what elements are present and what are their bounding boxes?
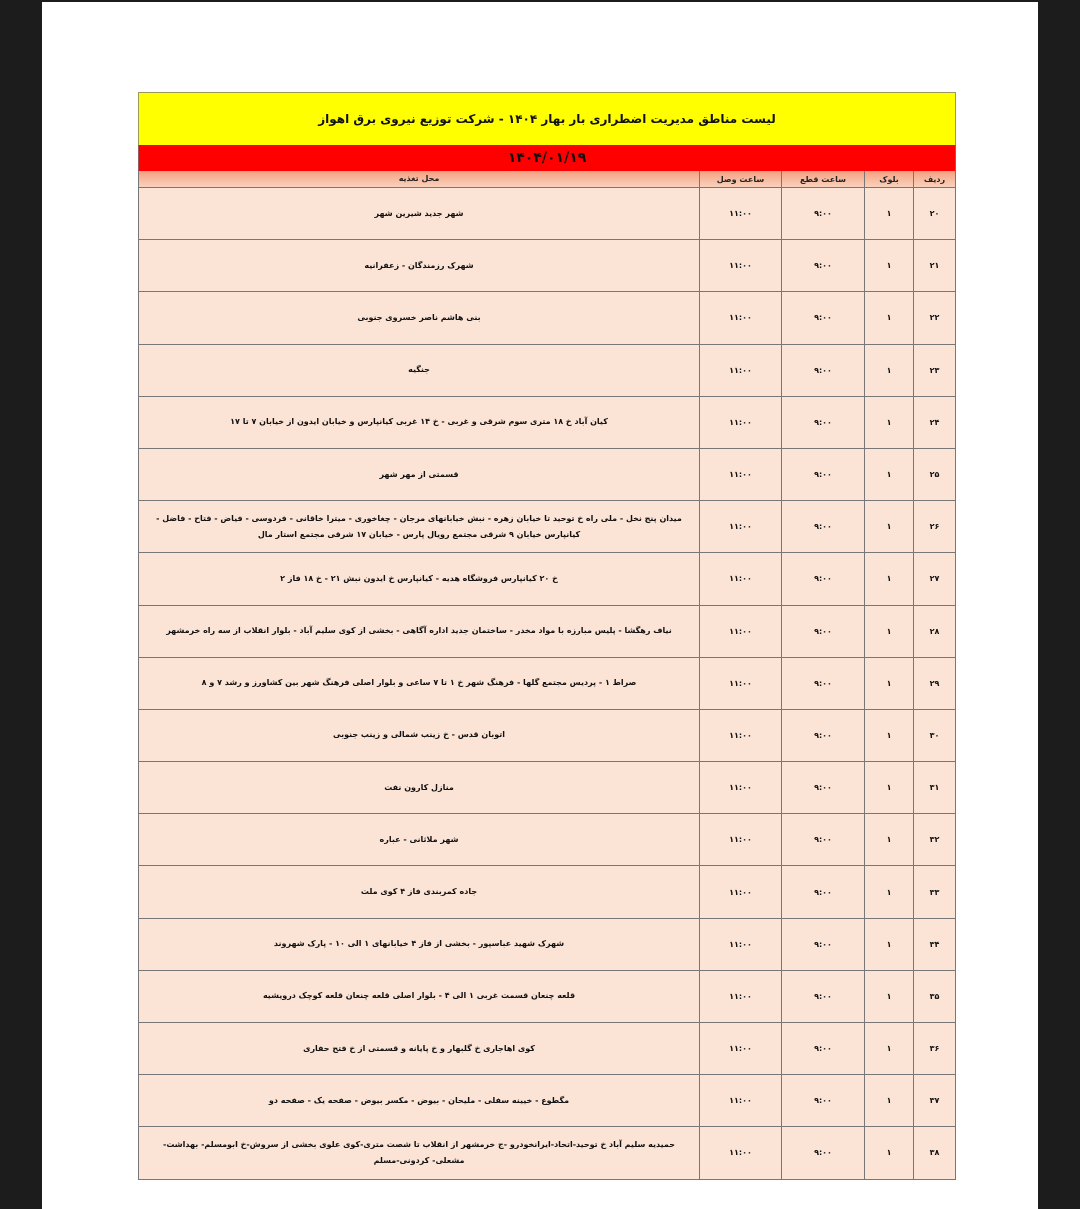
table-row xyxy=(139,710,956,762)
cell-location: شهرک رزمندگان - زعفرانیه xyxy=(139,240,700,291)
document-page xyxy=(42,2,1038,1209)
table-body xyxy=(139,188,956,1179)
cell-block: ۱ xyxy=(865,606,914,657)
cell-radif: ۲۷ xyxy=(914,553,956,604)
cell-connect-time: ۱۱:۰۰ xyxy=(700,1127,782,1178)
table-row xyxy=(139,397,956,449)
cell-location: جاده کمربندی فاز ۴ کوی ملت xyxy=(139,866,700,917)
cell-radif: ۳۸ xyxy=(914,1127,956,1178)
cell-block: ۱ xyxy=(865,345,914,396)
cell-cut-time: ۹:۰۰ xyxy=(782,553,865,604)
cell-connect-time: ۱۱:۰۰ xyxy=(700,919,782,970)
document-date: ۱۴۰۴/۰۱/۱۹ xyxy=(138,145,956,171)
cell-location: میدان پنج نخل - ملی راه خ توحید تا خیابان زهره - نبش خیابانهای مرجان - چغاخوری - میترا خاقانی - فردوسی - فیاض - فتاح - فاضل - کیانپارس خیابان ۹ شرقی مجتمع رویال پارس - خیابان ۱۷ شرقی مجتمع استار مال xyxy=(139,501,700,552)
cell-connect-time: ۱۱:۰۰ xyxy=(700,188,782,239)
header-radif: ردیف xyxy=(914,171,956,187)
cell-radif: ۳۴ xyxy=(914,919,956,970)
cell-radif: ۲۰ xyxy=(914,188,956,239)
cell-block: ۱ xyxy=(865,762,914,813)
table-row xyxy=(139,762,956,814)
cell-connect-time: ۱۱:۰۰ xyxy=(700,762,782,813)
cell-connect-time: ۱۱:۰۰ xyxy=(700,866,782,917)
table-row xyxy=(139,814,956,866)
cell-location: صراط ۱ - پردیس مجتمع گلها - فرهنگ شهر خ ۱ تا ۷ ساعی و بلوار اصلی فرهنگ شهر بین کشاورز و رشد ۷ و ۸ xyxy=(139,658,700,709)
cell-connect-time: ۱۱:۰۰ xyxy=(700,658,782,709)
table-row xyxy=(139,606,956,658)
header-connect-time: ساعت وصل xyxy=(700,171,782,187)
cell-location: شهر جدید شیرین شهر xyxy=(139,188,700,239)
cell-location: نیاف رهگشا - پلیس مبارزه با مواد مخدر - ساختمان جدید اداره آگاهی - بخشی از کوی سلیم آباد - بلوار انقلاب از سه راه خرمشهر xyxy=(139,606,700,657)
cell-radif: ۳۷ xyxy=(914,1075,956,1126)
cell-location: منازل کارون نفت xyxy=(139,762,700,813)
cell-cut-time: ۹:۰۰ xyxy=(782,292,865,343)
table-row xyxy=(139,501,956,553)
cell-radif: ۲۳ xyxy=(914,345,956,396)
cell-connect-time: ۱۱:۰۰ xyxy=(700,345,782,396)
cell-connect-time: ۱۱:۰۰ xyxy=(700,449,782,500)
cell-block: ۱ xyxy=(865,1127,914,1178)
table-row xyxy=(139,1023,956,1075)
cell-location: شهر ملاثانی - عباره xyxy=(139,814,700,865)
cell-cut-time: ۹:۰۰ xyxy=(782,240,865,291)
cell-block: ۱ xyxy=(865,814,914,865)
cell-radif: ۳۵ xyxy=(914,971,956,1022)
cell-radif: ۲۵ xyxy=(914,449,956,500)
cell-cut-time: ۹:۰۰ xyxy=(782,658,865,709)
header-cut-time: ساعت قطع xyxy=(782,171,865,187)
cell-connect-time: ۱۱:۰۰ xyxy=(700,606,782,657)
cell-cut-time: ۹:۰۰ xyxy=(782,814,865,865)
cell-radif: ۲۴ xyxy=(914,397,956,448)
cell-cut-time: ۹:۰۰ xyxy=(782,449,865,500)
cell-connect-time: ۱۱:۰۰ xyxy=(700,501,782,552)
cell-location: کوی اهاجاری خ گلبهار و خ پایانه و قسمتی از خ فتح حفاری xyxy=(139,1023,700,1074)
document-title: لیست مناطق مدیریت اضطراری بار بهار ۱۴۰۴ - شرکت توزیع نیروی برق اهواز xyxy=(138,92,956,145)
table-row xyxy=(139,658,956,710)
table-row xyxy=(139,971,956,1023)
cell-radif: ۳۳ xyxy=(914,866,956,917)
cell-cut-time: ۹:۰۰ xyxy=(782,710,865,761)
cell-block: ۱ xyxy=(865,397,914,448)
table-row xyxy=(139,188,956,240)
cell-block: ۱ xyxy=(865,1023,914,1074)
cell-connect-time: ۱۱:۰۰ xyxy=(700,553,782,604)
cell-block: ۱ xyxy=(865,1075,914,1126)
cell-cut-time: ۹:۰۰ xyxy=(782,971,865,1022)
header-block: بلوک xyxy=(865,171,914,187)
table-row xyxy=(139,292,956,344)
cell-cut-time: ۹:۰۰ xyxy=(782,606,865,657)
cell-location: قسمتی از مهر شهر xyxy=(139,449,700,500)
cell-location: جنگیه xyxy=(139,345,700,396)
table-row xyxy=(139,553,956,605)
cell-connect-time: ۱۱:۰۰ xyxy=(700,1075,782,1126)
cell-connect-time: ۱۱:۰۰ xyxy=(700,710,782,761)
cell-cut-time: ۹:۰۰ xyxy=(782,762,865,813)
table-row xyxy=(139,866,956,918)
cell-radif: ۳۶ xyxy=(914,1023,956,1074)
cell-location: شهرک شهید عباسپور - بخشی از فاز ۴ خیابانهای ۱ الی ۱۰ - پارک شهروند xyxy=(139,919,700,970)
table-row xyxy=(139,240,956,292)
table-row xyxy=(139,345,956,397)
table-header-row xyxy=(139,171,956,188)
cell-radif: ۲۹ xyxy=(914,658,956,709)
cell-cut-time: ۹:۰۰ xyxy=(782,501,865,552)
cell-connect-time: ۱۱:۰۰ xyxy=(700,240,782,291)
cell-cut-time: ۹:۰۰ xyxy=(782,397,865,448)
cell-cut-time: ۹:۰۰ xyxy=(782,1075,865,1126)
cell-block: ۱ xyxy=(865,658,914,709)
table-row xyxy=(139,449,956,501)
header-location: محل تغذیه xyxy=(139,171,700,187)
cell-block: ۱ xyxy=(865,866,914,917)
cell-block: ۱ xyxy=(865,553,914,604)
cell-connect-time: ۱۱:۰۰ xyxy=(700,814,782,865)
cell-connect-time: ۱۱:۰۰ xyxy=(700,1023,782,1074)
cell-block: ۱ xyxy=(865,501,914,552)
cell-radif: ۲۸ xyxy=(914,606,956,657)
cell-block: ۱ xyxy=(865,919,914,970)
cell-location: اتوبان قدس - خ زینب شمالی و زینب جنوبی xyxy=(139,710,700,761)
cell-block: ۱ xyxy=(865,710,914,761)
cell-connect-time: ۱۱:۰۰ xyxy=(700,397,782,448)
cell-radif: ۳۰ xyxy=(914,710,956,761)
cell-radif: ۲۶ xyxy=(914,501,956,552)
cell-block: ۱ xyxy=(865,292,914,343)
table-row xyxy=(139,1075,956,1127)
cell-location: قلعه چنعان قسمت غربی ۱ الی ۴ - بلوار اصلی قلعه چنعان قلعه کوچک درویشیه xyxy=(139,971,700,1022)
cell-radif: ۲۱ xyxy=(914,240,956,291)
cell-cut-time: ۹:۰۰ xyxy=(782,1127,865,1178)
cell-location: خ ۲۰ کیانپارس فروشگاه هدیه - کیانپارس خ ایدون نبش ۲۱ - خ ۱۸ فاز ۲ xyxy=(139,553,700,604)
cell-location: مگطوع - خیینه سفلی - ملیحان - بیوض - مکسر بیوض - صفحه یک - صفحه دو xyxy=(139,1075,700,1126)
outage-table xyxy=(138,171,956,1180)
table-row xyxy=(139,919,956,971)
cell-location: کیان آباد خ ۱۸ متری سوم شرقی و غربی - خ ۱۴ غربی کیانپارس و خیابان ایدون از خیابان ۷ تا ۱۷ xyxy=(139,397,700,448)
cell-location: بنی هاشم ناصر خسروی جنوبی xyxy=(139,292,700,343)
cell-radif: ۳۲ xyxy=(914,814,956,865)
cell-cut-time: ۹:۰۰ xyxy=(782,345,865,396)
table-row xyxy=(139,1127,956,1178)
cell-block: ۱ xyxy=(865,971,914,1022)
cell-location: حمیدیه سلیم آباد خ توحید-اتحاد-ایرانخودرو -ج خرمشهر از انقلاب تا شصت متری-کوی علوی بخشی از سروش-خ ابومسلم- بهداشت- مشعلی- کردونی-مسلم xyxy=(139,1127,700,1178)
cell-connect-time: ۱۱:۰۰ xyxy=(700,292,782,343)
outage-schedule-document xyxy=(138,92,956,1180)
cell-cut-time: ۹:۰۰ xyxy=(782,188,865,239)
cell-cut-time: ۹:۰۰ xyxy=(782,1023,865,1074)
cell-radif: ۲۲ xyxy=(914,292,956,343)
cell-block: ۱ xyxy=(865,188,914,239)
cell-block: ۱ xyxy=(865,240,914,291)
cell-radif: ۳۱ xyxy=(914,762,956,813)
cell-cut-time: ۹:۰۰ xyxy=(782,866,865,917)
cell-block: ۱ xyxy=(865,449,914,500)
cell-connect-time: ۱۱:۰۰ xyxy=(700,971,782,1022)
cell-cut-time: ۹:۰۰ xyxy=(782,919,865,970)
